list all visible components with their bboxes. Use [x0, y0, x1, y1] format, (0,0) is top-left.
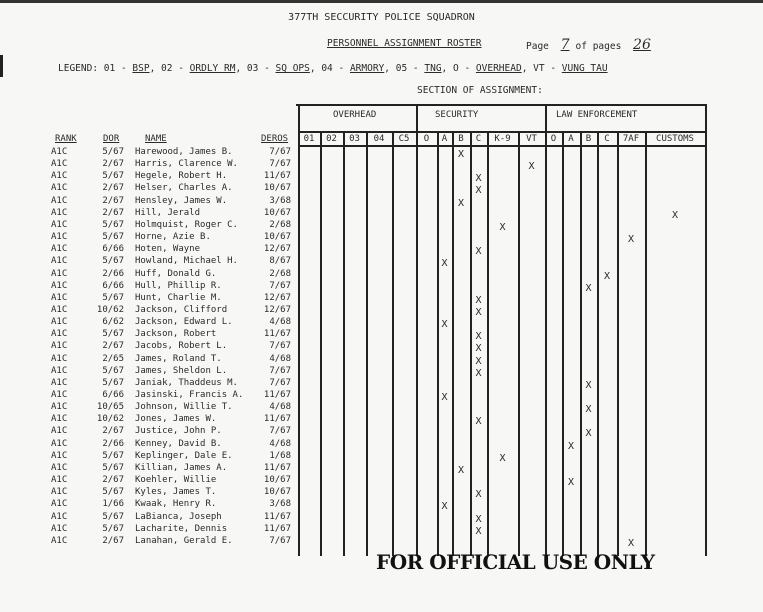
- deros-cell: 11/67: [263, 414, 291, 425]
- legend-sep: ,: [309, 63, 316, 74]
- dor-cell: 2/65: [102, 353, 124, 364]
- legend-sep: ,: [149, 63, 156, 74]
- name-cell: Jones, James W.: [135, 414, 217, 425]
- rank-cell: A1C: [51, 244, 68, 255]
- unit-title: 377TH SECCURITY POLICE SQUADRON: [288, 12, 475, 23]
- deros-cell: 10/67: [263, 232, 291, 243]
- deros-cell: 4/68: [269, 353, 291, 364]
- deros-cell: 7/67: [269, 341, 291, 352]
- name-cell: Kyles, James T.: [135, 487, 217, 498]
- page-indicator: [526, 37, 657, 53]
- name-cell: Holmquist, Roger C.: [135, 219, 238, 230]
- deros-cell: 11/67: [263, 462, 291, 473]
- column-rule: [487, 131, 489, 556]
- dor-cell: 2/66: [102, 438, 124, 449]
- name-cell: Jasinski, Francis A.: [135, 390, 244, 400]
- dor-cell: 5/67: [102, 487, 124, 498]
- dor-cell: 5/67: [102, 329, 124, 340]
- dor-cell: 5/67: [102, 365, 124, 376]
- deros-cell: 12/67: [263, 244, 291, 255]
- legend-name: VUNG TAU: [561, 63, 608, 74]
- dor-cell: 6/66: [102, 244, 124, 255]
- assignment-mark: X: [441, 392, 448, 403]
- legend-label: LEGEND:: [58, 63, 99, 74]
- name-cell: Janiak, Thaddeus M.: [135, 377, 238, 388]
- assignment-mark: X: [475, 343, 482, 355]
- column-rule: [392, 131, 394, 556]
- assignment-mark: X: [457, 149, 465, 160]
- deros-cell: 4/68: [269, 438, 291, 449]
- dor-cell: 2/67: [102, 475, 124, 486]
- column-header-o: O: [423, 134, 430, 144]
- rank-cell: A1C: [51, 353, 68, 364]
- column-rule: [452, 131, 454, 556]
- name-cell: Kenney, David B.: [135, 438, 222, 449]
- dor-cell: 5/67: [102, 219, 124, 230]
- column-header-k-9: K-9: [494, 134, 511, 144]
- name-cell: LaBianca, Joseph: [135, 511, 222, 522]
- assignment-mark: X: [475, 525, 482, 537]
- column-header-b: B: [585, 134, 592, 144]
- dor-cell: 2/67: [102, 535, 124, 546]
- name-cell: Harewood, James B.: [135, 147, 233, 157]
- dor-cell: 1/66: [102, 499, 124, 510]
- name-cell: Kwaak, Henry R.: [135, 499, 217, 510]
- rank-cell: A1C: [51, 402, 68, 413]
- total-pages: 26: [633, 37, 651, 53]
- column-rule: [298, 104, 300, 556]
- legend-name: ORDLY RM: [189, 63, 236, 74]
- subheader-rule: [298, 131, 705, 133]
- rank-cell: A1C: [51, 232, 68, 243]
- assignment-mark: X: [475, 246, 482, 258]
- deros-cell: 3/68: [269, 195, 291, 206]
- assignment-mark: X: [475, 294, 482, 306]
- roster-title: PERSONNEL ASSIGNMENT ROSTER: [327, 38, 482, 49]
- column-header-7af: 7AF: [622, 134, 640, 144]
- deros-cell: 2/68: [269, 268, 291, 279]
- rank-cell: A1C: [51, 256, 68, 267]
- rank-cell: A1C: [51, 450, 68, 461]
- rank-cell: A1C: [51, 183, 68, 194]
- column-rule: [320, 131, 322, 556]
- column-rule: [645, 131, 647, 556]
- dor-cell: 10/62: [96, 414, 124, 425]
- assignment-mark: X: [475, 355, 482, 367]
- deros-cell: 11/67: [263, 511, 291, 522]
- legend-code: VT -: [533, 63, 557, 74]
- name-cell: Harris, Clarence W.: [135, 159, 238, 170]
- column-rule: [366, 131, 368, 556]
- assignment-mark: X: [475, 173, 482, 185]
- name-cell: Lanahan, Gerald E.: [135, 535, 233, 546]
- deros-cell: 11/67: [263, 390, 291, 400]
- deros-cell: 10/67: [263, 487, 291, 498]
- deros-cell: 12/67: [263, 304, 291, 315]
- assignment-mark: X: [441, 501, 448, 513]
- legend-name: ARMORY: [349, 63, 385, 74]
- rank-cell: A1C: [51, 499, 68, 510]
- rank-cell: A1C: [51, 438, 68, 449]
- dor-cell: 5/67: [102, 511, 124, 522]
- column-header-a: A: [441, 134, 448, 144]
- assignment-mark: X: [585, 428, 592, 440]
- name-cell: Hill, Jerald: [135, 207, 201, 218]
- rank-cell: A1C: [51, 511, 68, 522]
- of-pages-label: of pages: [575, 41, 622, 52]
- assignment-mark: X: [441, 319, 448, 331]
- assignment-mark: X: [441, 258, 448, 270]
- legend-sep: ,: [235, 63, 242, 74]
- deros-cell: 7/67: [269, 147, 291, 157]
- dor-cell: 2/67: [102, 183, 124, 194]
- column-header-01: 01: [303, 134, 315, 144]
- deros-cell: 7/67: [269, 535, 291, 546]
- deros-cell: 11/67: [263, 523, 291, 534]
- dor-cell: 2/67: [102, 341, 124, 352]
- deros-cell: 2/68: [269, 219, 291, 230]
- dor-cell: 2/67: [102, 207, 124, 218]
- dor-cell: 5/67: [102, 256, 124, 267]
- legend-item: [390, 63, 447, 74]
- rank-cell: A1C: [51, 329, 68, 340]
- legend-name: OVERHEAD: [475, 63, 522, 74]
- group-overhead: OVERHEAD: [333, 110, 377, 120]
- assignment-mark: X: [603, 270, 611, 282]
- assignment-mark: X: [567, 440, 575, 452]
- name-cell: Keplinger, Dale E.: [135, 450, 233, 461]
- name-cell: Huff, Donald G.: [135, 268, 217, 279]
- deros-cell: 10/67: [263, 207, 291, 218]
- dor-cell: 6/62: [102, 317, 124, 328]
- dor-cell: 5/67: [102, 232, 124, 243]
- legend-name: TNG: [424, 63, 442, 74]
- rank-cell: A1C: [51, 390, 68, 400]
- dor-cell: 10/65: [96, 402, 124, 413]
- deros-cell: 11/67: [263, 171, 291, 182]
- assignment-mark: X: [528, 161, 535, 173]
- column-header-02: 02: [326, 134, 337, 144]
- rank-cell: A1C: [51, 219, 68, 230]
- assignment-mark: X: [585, 379, 592, 391]
- column-header-c5: C5: [398, 134, 410, 144]
- header-rule: [298, 145, 705, 147]
- rank-cell: A1C: [51, 475, 68, 486]
- name-cell: Hull, Phillip R.: [135, 280, 222, 291]
- name-cell: Koehler, Willie: [135, 475, 217, 486]
- page-number: 7: [560, 37, 570, 53]
- rank-cell: A1C: [51, 414, 68, 425]
- column-rule: [518, 131, 520, 556]
- section-label: SECTION OF ASSIGNMENT:: [417, 85, 543, 96]
- assignment-mark: X: [499, 452, 506, 464]
- assignment-mark: X: [585, 282, 592, 294]
- dor-cell: 5/67: [102, 292, 124, 303]
- assignment-mark: X: [475, 489, 482, 501]
- legend-item: [155, 63, 241, 74]
- deros-cell: 4/68: [269, 317, 291, 328]
- deros-cell: 10/67: [263, 183, 291, 194]
- dor-cell: 2/66: [102, 268, 124, 279]
- scan-mark: [0, 55, 3, 77]
- legend-item: [316, 63, 390, 74]
- column-header-c: C: [475, 134, 482, 144]
- legend-item: [527, 63, 607, 74]
- legend-sep: ,: [521, 63, 528, 74]
- deros-cell: 12/67: [263, 292, 291, 303]
- column-rule: [437, 131, 439, 556]
- dor-cell: 5/67: [102, 171, 124, 182]
- name-cell: Horne, Azie B.: [135, 232, 211, 243]
- deros-cell: 7/67: [269, 280, 291, 291]
- legend-code: 04 -: [321, 63, 345, 74]
- column-rule: [580, 131, 582, 556]
- column-rule: [705, 104, 707, 556]
- rank-cell: A1C: [51, 171, 68, 182]
- column-rule: [617, 131, 619, 556]
- assignment-mark: X: [499, 221, 506, 233]
- dor-cell: 2/67: [102, 195, 124, 206]
- rank-cell: A1C: [51, 207, 68, 218]
- name-cell: Jackson, Clifford: [135, 304, 228, 315]
- name-cell: Killian, James A.: [135, 462, 228, 473]
- rank-cell: A1C: [51, 304, 68, 315]
- column-rule: [562, 131, 564, 556]
- assignment-mark: X: [567, 477, 575, 489]
- scan-edge: [0, 0, 763, 3]
- header-deros: DEROS: [261, 134, 289, 144]
- dor-cell: 5/67: [102, 450, 124, 461]
- header-rank: RANK: [55, 134, 77, 144]
- assignment-mark: X: [475, 306, 482, 318]
- column-header-customs: CUSTOMS: [656, 134, 694, 144]
- name-cell: Howland, Michael H.: [135, 256, 238, 267]
- deros-cell: 10/67: [263, 475, 291, 486]
- dor-cell: 5/67: [102, 147, 124, 157]
- name-cell: Helser, Charles A.: [135, 183, 233, 194]
- dor-cell: 6/66: [102, 280, 124, 291]
- deros-cell: 3/68: [269, 499, 291, 510]
- rank-cell: A1C: [51, 341, 68, 352]
- legend-code: 01 -: [103, 63, 127, 74]
- deros-cell: 4/68: [269, 402, 291, 413]
- assignment-mark: X: [627, 234, 635, 246]
- legend-name: BSP: [132, 63, 150, 74]
- rank-cell: A1C: [51, 365, 68, 376]
- legend-code: 05 -: [395, 63, 419, 74]
- column-header-b: B: [458, 134, 464, 144]
- rank-cell: A1C: [51, 159, 68, 170]
- rank-cell: A1C: [51, 487, 68, 498]
- dor-cell: 5/67: [102, 462, 124, 473]
- dor-cell: 10/62: [96, 304, 124, 315]
- assignment-mark: X: [457, 464, 465, 476]
- legend-item: [104, 63, 156, 74]
- assignment-mark: X: [627, 537, 635, 549]
- legend-name: SQ OPS: [275, 63, 310, 74]
- column-header-o: O: [550, 134, 557, 144]
- rank-cell: A1C: [51, 462, 68, 473]
- dor-cell: 5/67: [102, 377, 124, 388]
- deros-cell: 7/67: [269, 159, 291, 170]
- name-cell: Jackson, Robert: [135, 329, 217, 340]
- legend-item: [447, 63, 527, 74]
- column-rule: [343, 131, 345, 556]
- rank-cell: A1C: [51, 268, 68, 279]
- name-cell: Justice, John P.: [135, 426, 222, 437]
- name-cell: Jackson, Edward L.: [135, 317, 233, 328]
- column-header-c: C: [604, 134, 610, 144]
- dor-cell: 2/67: [102, 426, 124, 437]
- dor-cell: 2/67: [102, 159, 124, 170]
- assignment-mark: X: [475, 185, 482, 197]
- legend-code: 03 -: [246, 63, 270, 74]
- deros-cell: 1/68: [269, 450, 291, 461]
- legend: [58, 63, 608, 74]
- name-cell: James, Roland T.: [135, 353, 222, 364]
- header-dor: DOR: [103, 134, 120, 144]
- official-use-stamp: FOR OFFICIAL USE ONLY: [376, 550, 655, 574]
- rank-cell: A1C: [51, 147, 68, 157]
- rank-cell: A1C: [51, 317, 68, 328]
- name-cell: Hensley, James W.: [135, 195, 228, 206]
- assignment-mark: X: [475, 513, 482, 525]
- name-cell: James, Sheldon L.: [135, 365, 228, 376]
- name-cell: Johnson, Willie T.: [135, 402, 233, 413]
- name-cell: Jacobs, Robert L.: [135, 341, 228, 352]
- rank-cell: A1C: [51, 280, 68, 291]
- table-top-rule: [296, 104, 707, 106]
- legend-sep: ,: [441, 63, 448, 74]
- group-security: SECURITY: [435, 110, 479, 120]
- legend-item: [241, 63, 315, 74]
- group-law-enforcement: LAW ENFORCEMENT: [556, 110, 638, 120]
- name-cell: Hunt, Charlie M.: [135, 292, 222, 303]
- column-header-a: A: [568, 134, 574, 144]
- name-cell: Hoten, Wayne: [135, 244, 201, 255]
- dor-cell: 6/66: [102, 390, 124, 400]
- assignment-mark: X: [585, 404, 592, 416]
- page-label: Page: [526, 41, 549, 52]
- assignment-mark: X: [671, 209, 679, 221]
- assignment-mark: X: [475, 416, 482, 428]
- dor-cell: 5/67: [102, 523, 124, 534]
- rank-cell: A1C: [51, 523, 68, 534]
- rank-cell: A1C: [51, 535, 68, 546]
- deros-cell: 7/67: [269, 365, 291, 376]
- header-name: NAME: [145, 134, 167, 144]
- column-header-03: 03: [349, 134, 360, 144]
- column-rule: [470, 131, 472, 556]
- deros-cell: 8/67: [269, 256, 291, 267]
- column-rule: [545, 104, 547, 556]
- deros-cell: 7/67: [269, 377, 291, 388]
- column-header-vt: VT: [526, 134, 537, 144]
- column-header-04: 04: [373, 134, 385, 144]
- assignment-mark: X: [457, 197, 465, 209]
- legend-code: O -: [453, 63, 471, 74]
- rank-cell: A1C: [51, 195, 68, 206]
- legend-sep: ,: [384, 63, 391, 74]
- rank-cell: A1C: [51, 292, 68, 303]
- column-rule: [597, 131, 599, 556]
- legend-code: 02 -: [161, 63, 184, 74]
- name-cell: Lacharite, Dennis: [135, 523, 228, 534]
- assignment-mark: X: [475, 331, 482, 343]
- column-rule: [416, 104, 418, 556]
- name-cell: Hegele, Robert H.: [135, 171, 228, 182]
- rank-cell: A1C: [51, 377, 68, 388]
- rank-cell: A1C: [51, 426, 68, 437]
- assignment-mark: X: [475, 367, 482, 379]
- deros-cell: 11/67: [263, 329, 291, 340]
- deros-cell: 7/67: [269, 426, 291, 437]
